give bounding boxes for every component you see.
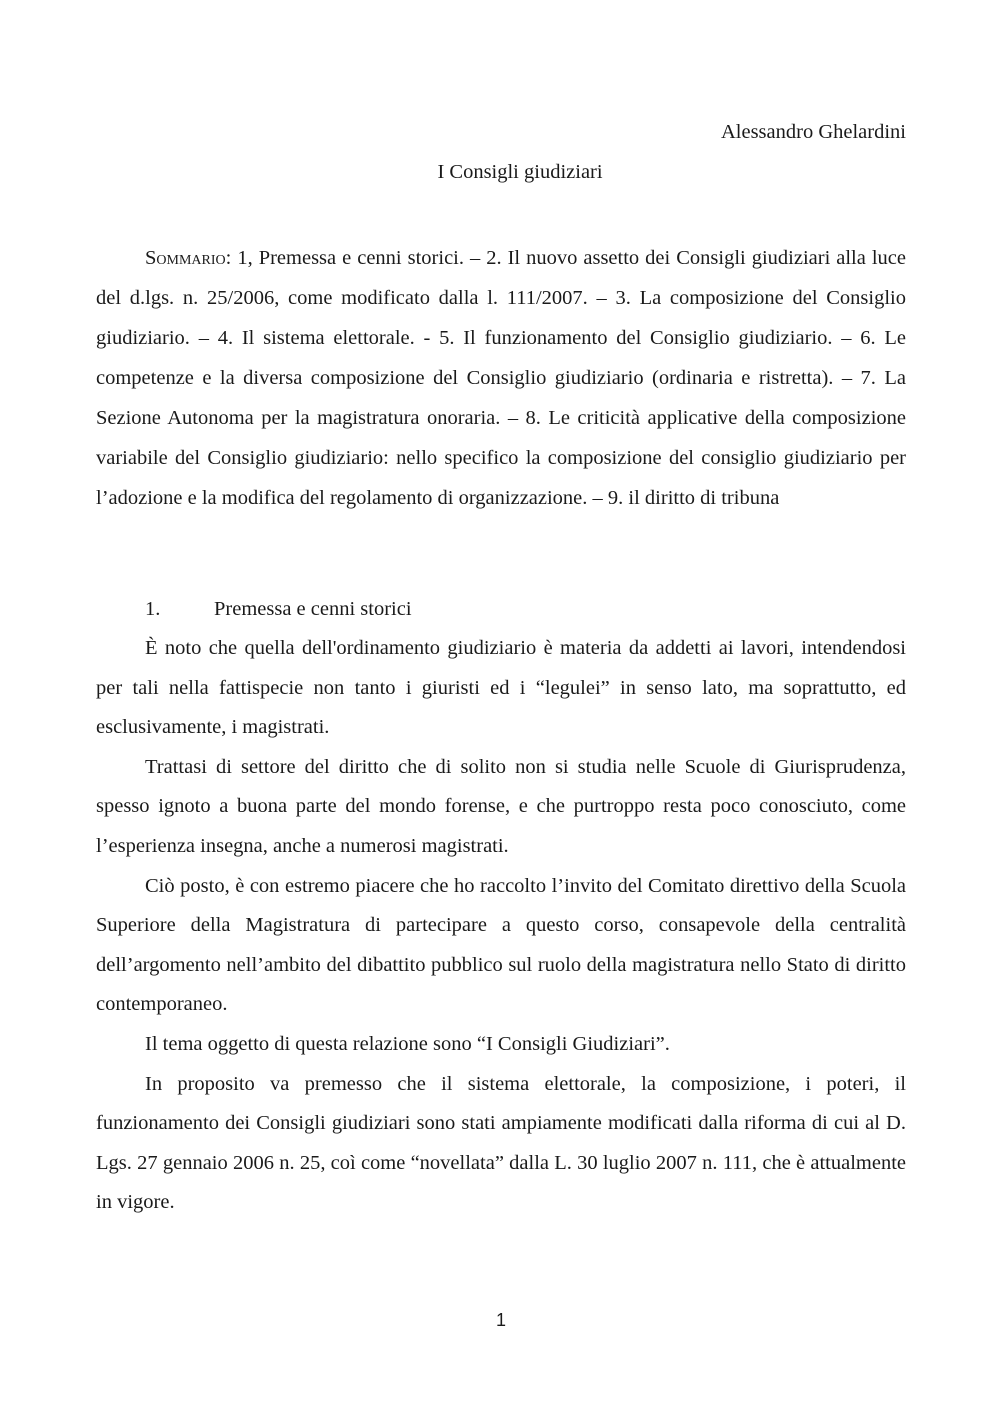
body-text (96, 629, 906, 1223)
page-number: 1 (495, 1310, 506, 1330)
summary-label: Sommario (145, 247, 226, 269)
paragraph: In proposito va premesso che il sistema elettorale, la composizione, i poteri, il funzionamento dei Consigli giudiziari sono stati ampiamente modificati dalla riforma di cui al D. Lgs. 27 gennaio 2006 n. 25, coì come “novellata” dalla L. 30 luglio 2007 n. 111, che è attualmente in vigore. (96, 1072, 906, 1214)
summary-text: : 1, Premessa e cenni storici. – 2. Il nuovo assetto dei Consigli giudiziari alla luce del d.lgs. n. 25/2006, come modificato dalla l. 111/2007. – 3. La composizione del Consiglio giudiziario. – 4. Il sistema elettorale. - 5. Il funzionamento del Consiglio giudiziario. – 6. Le competenze e la diversa composizione del Consiglio giudiziario (ordinaria e ristretta). – 7. La Sezione Autonoma per la magistratura onoraria. – 8. Le criticità applicative della composizione variabile del Consiglio giudiziario: nello specifico la composizione del consiglio giudiziario per l’adozione e la modifica del regolamento di organizzazione. – 9. il diritto di tribuna (96, 247, 906, 509)
paragraph: Il tema oggetto di questa relazione sono “I Consigli Giudiziari”. (145, 1032, 670, 1055)
section-title: Premessa e cenni storici (214, 598, 412, 620)
paragraph: È noto che quella dell'ordinamento giudiziario è materia da addetti ai lavori, intendendosi per tali nella fattispecie non tanto i giuristi ed i “legulei” in senso lato, ma soprattutto, ed esclusivamente, i magistrati. (96, 637, 906, 739)
section-heading (145, 595, 412, 623)
section-number: 1. (145, 598, 161, 620)
paragraph: Ciò posto, è con estremo piacere che ho raccolto l’invito del Comitato direttivo della Scuola Superiore della Magistratura di partecipare a questo corso, consapevole della centralità dell’argomento nell’ambito del dibattito pubblico sul ruolo della magistratura nello Stato di diritto contemporaneo. (96, 874, 906, 1016)
document-page (96, 0, 906, 1414)
summary-paragraph (96, 238, 906, 518)
paragraph: Trattasi di settore del diritto che di solito non si studia nelle Scuole di Giurisprudenza, spesso ignoto a buona parte del mondo forense, e che purtroppo resta poco conosciuto, come l’esperienza insegna, anche a numerosi magistrati. (96, 755, 906, 857)
document-title: I Consigli giudiziari (437, 161, 603, 183)
author-name: Alessandro Ghelardini (720, 121, 906, 143)
